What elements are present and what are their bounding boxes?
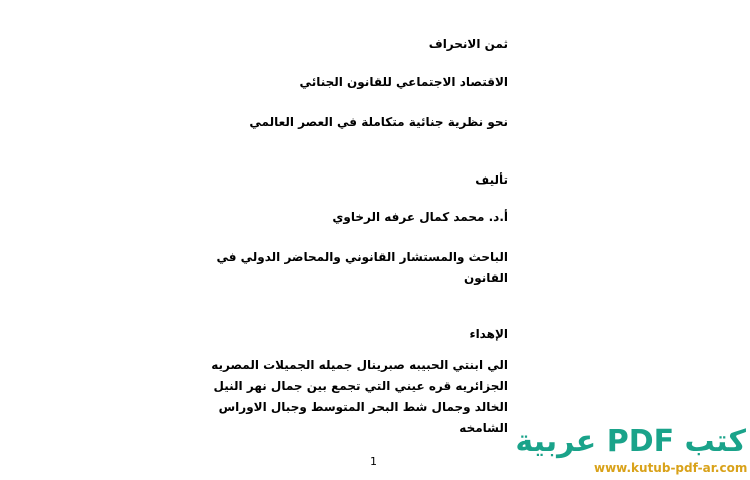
book-title: ثمن الانحراف: [428, 37, 508, 51]
book-tagline: نحو نظرية جنائية متكاملة في العصر العالمي: [249, 115, 508, 129]
page-number: 1: [370, 455, 377, 468]
dedication-line: الشامخه: [459, 421, 508, 435]
author-name: أ.د. محمد كمال عرفه الرخاوي: [332, 210, 508, 224]
site-watermark: [515, 424, 748, 476]
author-role: [216, 247, 508, 289]
author-role-line: الباحث والمستشار القانوني والمحاضر الدولي في: [216, 250, 508, 264]
dedication-line: الجزائريه قره عيني التي تجمع بين جمال نهر النيل: [213, 379, 508, 393]
author-role-line: القانون: [463, 271, 508, 285]
dedication-line: الي ابنتي الحبيبه صبرينال جميله الجميلات المصريه: [211, 358, 508, 372]
book-subtitle: الاقتصاد الاجتماعي للقانون الجنائي: [299, 75, 508, 89]
authorship-heading: تأليف: [475, 173, 508, 187]
watermark-url: www.kutub-pdf-ar.com: [594, 461, 748, 475]
watermark-title: كتب PDF عربية: [515, 424, 746, 459]
dedication-text: [211, 355, 508, 439]
dedication-heading: الإهداء: [469, 327, 508, 341]
dedication-line: الخالد وجمال شط البحر المتوسط وجبال الاوراس: [218, 400, 508, 414]
